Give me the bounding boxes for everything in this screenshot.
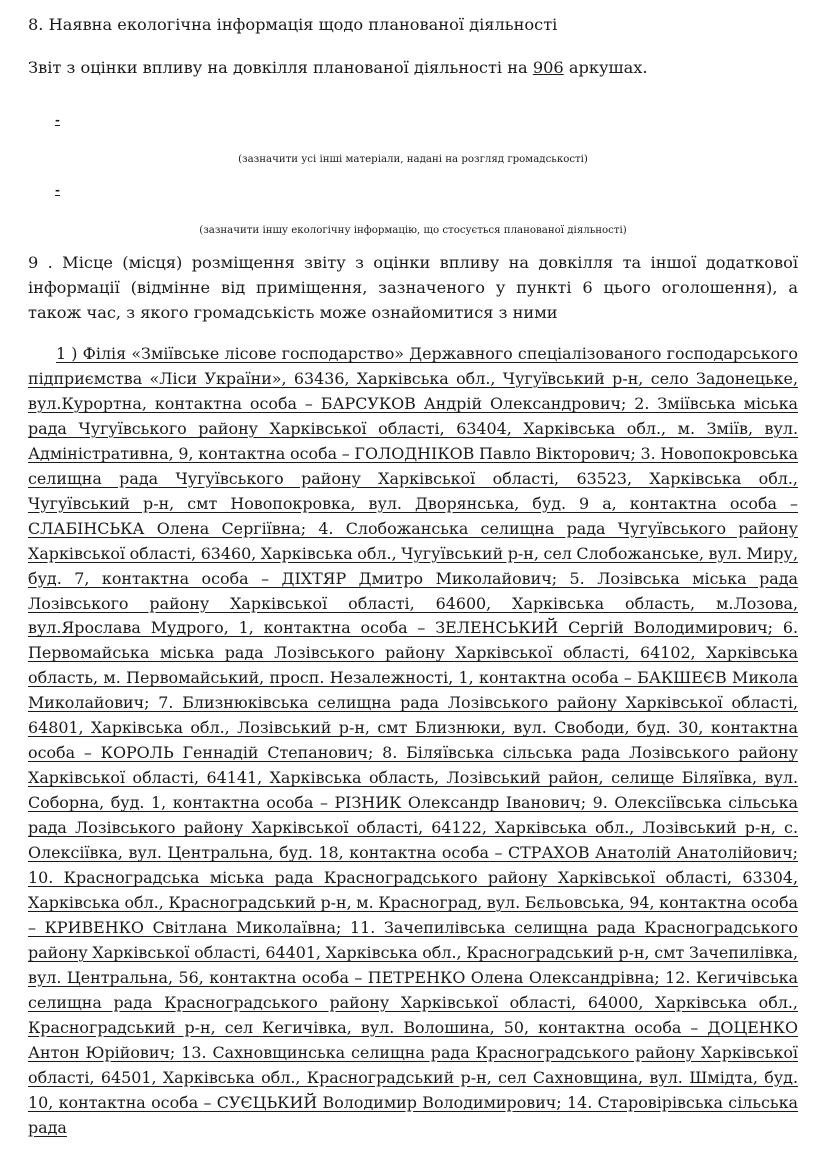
other-info-value: - <box>55 183 60 197</box>
report-sheets-line <box>28 57 648 79</box>
report-suffix: аркушах. <box>563 58 648 77</box>
report-locations-list: 1 ) Філія «Зміївське лісове господарство» Державного спеціалізованого господарського підприємства «Ліси України», 63436, Харківська обл., Чугуївський р-н, село Задонецьке, вул.Курортна, контактна особа – БАРСУКОВ Андрій Олександрович; 2. Зміївська міська рада Чугуївського району Харківської області, 63404, Харківська обл., м. Зміїв, вул. Адміністративна, 9, контактна особа – ГОЛОДНІКОВ Павло Вікторович; 3. Новопокровська селищна рада Чугуївського району Харківської області, 63523, Харківська обл., Чугуївський р-н, смт Новопокровка, вул. Дворянська, буд. 9 а, контактна особа – СЛАБІНСЬКА Олена Сергіївна; 4. Слобожанська селищна рада Чугуївського району Харківської області, 63460, Харківська обл., Чугуївський р-н, сел Слобожанське, вул. Миру, буд. 7, контактна особа – ДІХТЯР Дмитро Миколайович; 5. Лозівська міська рада Лозівського району Харківської області, 64600, Харківська область, м.Лозова, вул.Ярослава Мудрого, 1, контактна особа – ЗЕЛЕНСЬКИЙ Сергій Володимирович; 6. Первомайська міська рада Лозівського району Харківської області, 64102, Харківська область, м. Первомайський, просп. Незалежності, 1, контактна особа – БАКШЕЄВ Микола Миколайович; 7. Близнюківська селищна рада Лозівського району Харківської області, 64801, Харківська обл., Лозівський р-н, смт Близнюки, вул. Свободи, буд. 30, контактна особа – КОРОЛЬ Геннадій Степанович; 8. Біляївська сільська рада Лозівського району Харківської області, 64141, Харківська область, Лозівський район, селище Біляївка, вул. Соборна, буд. 1, контактна особа – РІЗНИК Олександр Іванович; 9. Олексіївська сільська рада Лозівського району Харківської області, 64122, Харківська обл., Лозівський р-н, с. Олексіївка, вул. Центральна, буд. 18, контактна особа – СТРАХОВ Анатолій Анатолійович; 10. Красноградська міська рада Красноградського району Харківської області, 63304, Харківська обл., Красноградський р-н, м. Красноград, вул. Бєльовська, 94, контактна особа – КРИВЕНКО Світлана Миколаївна; 11. Зачепилівська селищна рада Красноградського району Харківської області, 64401, Харківська обл., Красноградський р-н, смт Зачепилівка, вул. Центральна, 56, контактна особа – ПЕТРЕНКО Олена Олександрівна; 12. Кегичівська селищна рада Красноградського району Харківської області, 64000, Харківська обл., Красноградський р-н, сел Кегичівка, вул. Волошина, 50, контактна особа – ДОЦЕНКО Антон Юрійович; 13. Сахновщинська селищна рада Красноградського району Харківської області, 64501, Харківська обл., Красноградський р-н, сел Сахновщина, вул. Шмідта, буд. 10, контактна особа – СУЄЦЬКИЙ Володимир Володимирович; 14. Старовірівська сільська рада <box>28 344 798 1137</box>
other-materials-hint: (зазначити усі інші матеріали, надані на розгляд громадськості) <box>238 154 588 165</box>
section-8-heading: 8. Наявна екологічна інформація щодо планованої діяльності <box>28 15 558 34</box>
other-materials-value: - <box>55 113 60 127</box>
report-prefix: Звіт з оцінки впливу на довкілля планованої діяльності на <box>28 58 533 77</box>
report-sheet-count: 906 <box>532 58 564 77</box>
section-9-heading: 9 . Місце (місця) розміщення звіту з оцінки впливу на довкілля та іншої додаткової інформації (відмінне від приміщення, зазначеного у пункті 6 цього оголошення), а також час, з якого громадськість може ознайомитися з ними <box>28 253 798 322</box>
other-info-hint: (зазначити іншу екологічну інформацію, що стосується планованої діяльності) <box>199 225 627 236</box>
